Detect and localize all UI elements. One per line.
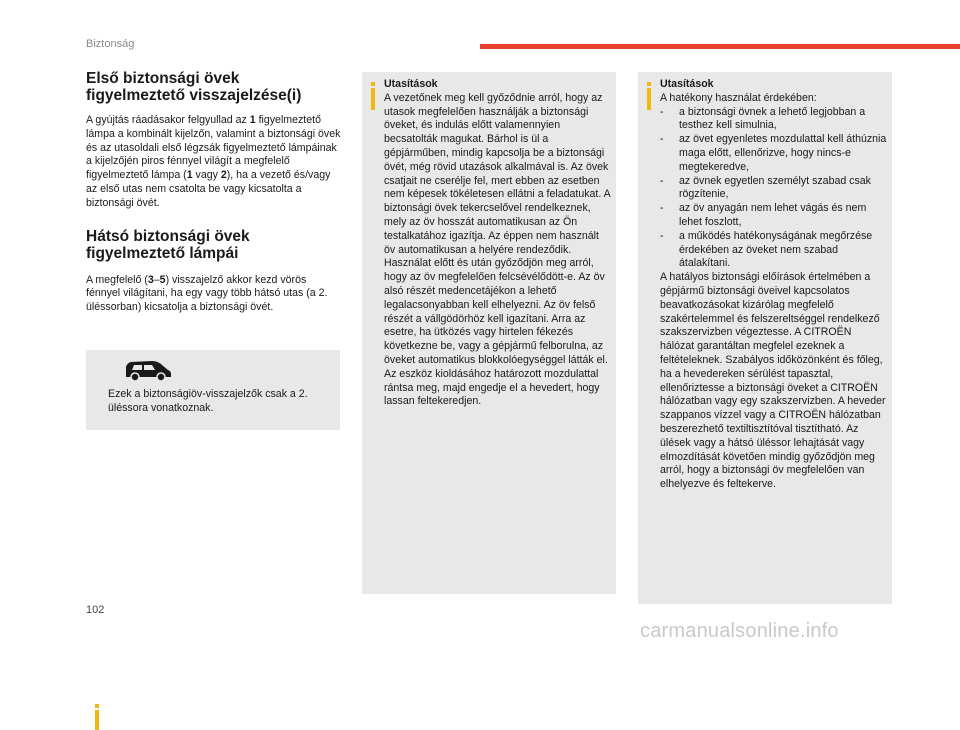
section2-text: ) visszajelző akkor kezd vörös fénnyel világítani, ha egy vagy több hátsó utas (a 2. üléssorban) kicsatolja a biztonsági övét. <box>86 273 328 314</box>
info-icon <box>647 88 651 110</box>
instructions-box-2-title: Utasítások <box>660 78 714 90</box>
section1-bold-2: 2 <box>220 169 227 182</box>
list-item-text: az övet egyenletes mozdulattal kell áthúznia maga előtt, ellenőrizve, hogy nincs-e megtekeredve, <box>679 133 887 173</box>
list-item-text: a biztonsági övnek a lehető legjobban a testhez kell simulnia, <box>679 105 866 132</box>
section1-bold-1b: 1 <box>186 169 193 182</box>
van-icon <box>122 356 174 384</box>
section1-text: figyelmeztető lámpa a kombinált kijelzőn, valamint a biztonsági övek és az utasoldali első légzsák figyelmeztető lámpáinak a kijelzőjén piros fénnyel világít a megfelelő figyelmeztető lámpa ( <box>86 114 341 182</box>
note-box <box>86 350 340 430</box>
section2-title-line1: Hátsó biztonsági övek <box>86 227 250 245</box>
list-item-text: az öv anyagán nem lehet vágás és nem lehet foszlott, <box>679 202 867 228</box>
header-accent-bar <box>480 44 960 49</box>
section1-paragraph <box>86 114 342 211</box>
instructions-box-2-outro: A hatályos biztonsági előírások értelmében a gépjármű biztonsági öveivel kapcsolatos beavatkozásokat kizárólag megfelelő szakértelemmel és felszereltséggel rendelkező szakszervizben végeztesse. A CITROËN hálózat garantáltan megfelel ezeknek a feltételeknek. Szabályos időközönként és főleg, ha a hevedereken sérülést tapasztal, ellenőriztesse a biztonsági öveket a CITROËN hálózatban vagy egy szakszervizben. A heveder szappanos vízzel vagy a CITROËN hálózatban beszerezhető textiltisztítóval tisztítható. Az ülések vagy a hátsó üléssor lehajtását vagy elmozdítását követően mindig győződjön meg arról, hogy a biztonsági öv megfelelően van elhelyezve és feltekerve. <box>660 271 886 491</box>
section1-title <box>86 70 342 104</box>
instructions-box-1-content <box>384 78 612 409</box>
list-item <box>660 230 888 271</box>
left-column <box>86 70 342 315</box>
watermark: carmanualsonline.info <box>640 620 839 642</box>
instructions-box-2-intro: A hatékony használat érdekében: <box>660 91 817 104</box>
section1-title-line2: figyelmeztető visszajelzése(i) <box>86 87 302 104</box>
list-dash: - <box>660 105 664 118</box>
section2-text: A megfelelő ( <box>86 273 148 286</box>
instructions-box-2-list <box>660 106 888 272</box>
section1-text: vagy <box>192 169 221 182</box>
section2-title <box>86 228 342 262</box>
list-item-text: az övnek egyetlen személyt szabad csak rögzítenie, <box>679 174 871 201</box>
list-item <box>660 133 888 174</box>
instructions-box-1-title: Utasítások <box>384 78 438 90</box>
info-icon <box>371 88 375 110</box>
page-number: 102 <box>86 604 105 616</box>
section2-text: – <box>153 273 160 286</box>
list-item-text: a működés hatékonyságának megőrzése érdekében az öveket nem szabad átalakítani. <box>679 229 873 270</box>
section1-text: A gyújtás ráadásakor felgyullad az <box>86 114 250 126</box>
list-dash: - <box>660 202 664 215</box>
instructions-box-1 <box>362 72 616 594</box>
note-text: Ezek a biztonságiöv-visszajelzők csak a 2. üléssora vonatkoznak. <box>108 388 308 414</box>
list-item <box>660 202 888 230</box>
instructions-box-2-content <box>660 78 888 492</box>
section2-title-line2: figyelmeztető lámpái <box>86 244 239 262</box>
header-section-label: Biztonság <box>86 38 135 50</box>
list-item <box>660 106 888 134</box>
section1-text: ), ha a vezető és/vagy az első utas nem csatolta be vagy kicsatolta a biztonsági övét. <box>86 169 331 209</box>
section2-bold-5: 5 <box>159 273 166 286</box>
list-item <box>660 175 888 203</box>
list-dash: - <box>660 133 664 146</box>
list-dash: - <box>660 229 664 242</box>
instructions-box-2 <box>638 72 892 604</box>
section1-title-line1: Első biztonsági övek <box>86 70 240 87</box>
section2-paragraph <box>86 274 342 315</box>
section1-bold-1: 1 <box>249 114 256 126</box>
instructions-box-1-text: A vezetőnek meg kell győződnie arról, hogy az utasok megfelelően használják a biztonsági öveket, és indulás előtt valamennyien becsatolták magukat. Bárhol is ül a gépjárműben, mindig kapcsolja be a biztonsági övét, még rövid utazások alkalmával is. Az övek csatjait ne cserélje fel, mert ebben az esetben nem képesek tökéletesen ellátni a feladatukat. A biztonsági övek tekercselővel rendelkeznek, mely az öv hosszát automatikusan az Ön testalkatához igazítja. Az éppen nem használt öv automatikusan a helyére rendeződik. Használat előtt és után győződjön meg arról, hogy az öv megfelelően felcsévélődött-e. Az öv alsó részét medencetájékon a lehető legalacsonyabban kell elhelyezni. Az öv felső részét a vállgödörhöz kell igazítani. Arra az esetre, ha ütközés vagy hirtelen fékezés következne be, vagy a gépjármű felborulna, az öveket automatikus blokkolóegységgel látták el. Az eszköz kioldásához határozott mozdulattal rántsa meg, majd engedje el a hevedert, hogy lassan feltekeredjen. <box>384 91 611 408</box>
section2-bold-3: 3 <box>147 273 154 286</box>
info-icon <box>95 710 99 730</box>
list-dash: - <box>660 174 664 187</box>
